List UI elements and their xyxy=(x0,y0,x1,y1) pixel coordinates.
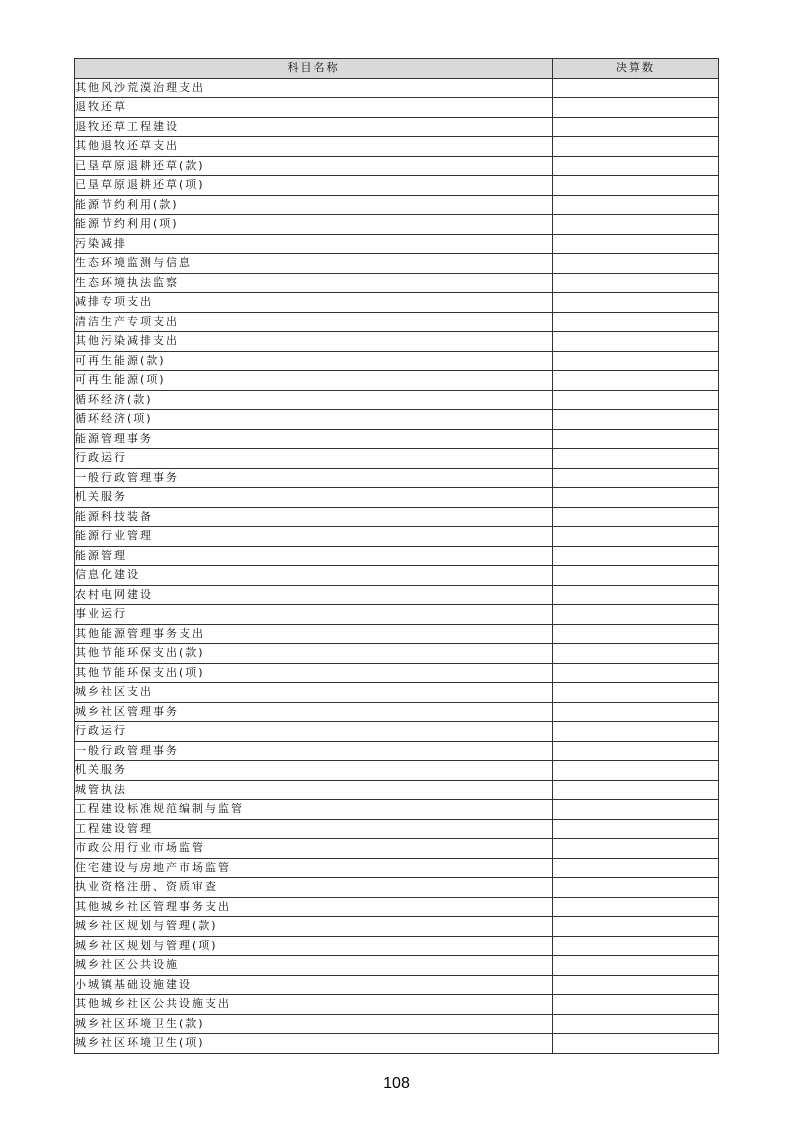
subject-name-cell: 能源管理事务 xyxy=(75,429,553,449)
subject-name-cell: 生态环境监测与信息 xyxy=(75,254,553,274)
subject-name-cell: 其他城乡社区管理事务支出 xyxy=(75,897,553,917)
subject-name-cell: 其他退牧还草支出 xyxy=(75,137,553,157)
table-row xyxy=(75,936,719,956)
subject-name-cell: 机关服务 xyxy=(75,488,553,508)
final-amount-cell xyxy=(553,527,719,547)
final-amount-cell xyxy=(553,761,719,781)
table-row xyxy=(75,683,719,703)
subject-name-cell: 污染减排 xyxy=(75,234,553,254)
final-amount-cell xyxy=(553,917,719,937)
table-row xyxy=(75,780,719,800)
final-amount-cell xyxy=(553,800,719,820)
subject-name-cell: 城乡社区规划与管理(款) xyxy=(75,917,553,937)
subject-name-cell: 可再生能源(款) xyxy=(75,351,553,371)
subject-name-cell: 其他风沙荒漠治理支出 xyxy=(75,78,553,98)
final-amount-cell xyxy=(553,488,719,508)
subject-name-cell: 一般行政管理事务 xyxy=(75,741,553,761)
budget-table-container xyxy=(74,58,718,1054)
subject-name-cell: 能源节约利用(款) xyxy=(75,195,553,215)
table-row xyxy=(75,390,719,410)
final-amount-cell xyxy=(553,702,719,722)
subject-name-cell: 能源节约利用(项) xyxy=(75,215,553,235)
table-row xyxy=(75,585,719,605)
subject-name-cell: 其他节能环保支出(项) xyxy=(75,663,553,683)
table-row xyxy=(75,449,719,469)
table-row xyxy=(75,819,719,839)
table-row xyxy=(75,995,719,1015)
table-row xyxy=(75,156,719,176)
final-amount-cell xyxy=(553,507,719,527)
final-amount-cell xyxy=(553,624,719,644)
subject-name-cell: 城乡社区规划与管理(项) xyxy=(75,936,553,956)
subject-name-cell: 机关服务 xyxy=(75,761,553,781)
table-row xyxy=(75,254,719,274)
table-row xyxy=(75,351,719,371)
subject-name-cell: 市政公用行业市场监管 xyxy=(75,839,553,859)
final-amount-cell xyxy=(553,741,719,761)
subject-name-cell: 其他能源管理事务支出 xyxy=(75,624,553,644)
final-amount-cell xyxy=(553,332,719,352)
table-row xyxy=(75,78,719,98)
subject-name-cell: 清洁生产专项支出 xyxy=(75,312,553,332)
page-number: 108 xyxy=(383,1075,410,1092)
final-amount-cell xyxy=(553,351,719,371)
final-amount-cell xyxy=(553,429,719,449)
table-body xyxy=(75,78,719,1053)
subject-name-cell: 循环经济(款) xyxy=(75,390,553,410)
table-row xyxy=(75,741,719,761)
subject-name-cell: 城管执法 xyxy=(75,780,553,800)
table-row xyxy=(75,839,719,859)
subject-name-cell: 工程建设管理 xyxy=(75,819,553,839)
final-amount-cell xyxy=(553,195,719,215)
table-row xyxy=(75,195,719,215)
table-row xyxy=(75,527,719,547)
final-amount-cell xyxy=(553,780,719,800)
table-row xyxy=(75,293,719,313)
table-row xyxy=(75,429,719,449)
final-amount-cell xyxy=(553,98,719,118)
subject-name-cell: 已垦草原退耕还草(款) xyxy=(75,156,553,176)
column-header-final-amount: 决算数 xyxy=(553,59,719,79)
table-row xyxy=(75,644,719,664)
table-row xyxy=(75,897,719,917)
final-amount-cell xyxy=(553,644,719,664)
table-row xyxy=(75,663,719,683)
final-amount-cell xyxy=(553,1034,719,1054)
table-row xyxy=(75,137,719,157)
subject-name-cell: 已垦草原退耕还草(项) xyxy=(75,176,553,196)
subject-name-cell: 小城镇基础设施建设 xyxy=(75,975,553,995)
final-amount-cell xyxy=(553,78,719,98)
table-row xyxy=(75,917,719,937)
table-row xyxy=(75,273,719,293)
subject-name-cell: 信息化建设 xyxy=(75,566,553,586)
column-header-subject-name: 科目名称 xyxy=(75,59,553,79)
final-amount-cell xyxy=(553,273,719,293)
final-amount-cell xyxy=(553,137,719,157)
table-row xyxy=(75,176,719,196)
table-row xyxy=(75,98,719,118)
final-amount-cell xyxy=(553,234,719,254)
final-amount-cell xyxy=(553,722,719,742)
table-row xyxy=(75,234,719,254)
table-row xyxy=(75,722,719,742)
subject-name-cell: 退牧还草 xyxy=(75,98,553,118)
subject-name-cell: 退牧还草工程建设 xyxy=(75,117,553,137)
final-amount-cell xyxy=(553,995,719,1015)
table-row xyxy=(75,215,719,235)
final-amount-cell xyxy=(553,215,719,235)
final-amount-cell xyxy=(553,546,719,566)
budget-table xyxy=(74,58,719,1054)
table-row xyxy=(75,1034,719,1054)
final-amount-cell xyxy=(553,1014,719,1034)
table-row xyxy=(75,468,719,488)
table-row xyxy=(75,956,719,976)
subject-name-cell: 能源科技装备 xyxy=(75,507,553,527)
subject-name-cell: 一般行政管理事务 xyxy=(75,468,553,488)
subject-name-cell: 城乡社区公共设施 xyxy=(75,956,553,976)
final-amount-cell xyxy=(553,449,719,469)
subject-name-cell: 执业资格注册、资质审查 xyxy=(75,878,553,898)
table-row xyxy=(75,800,719,820)
table-row xyxy=(75,410,719,430)
subject-name-cell: 行政运行 xyxy=(75,722,553,742)
table-row xyxy=(75,624,719,644)
table-row xyxy=(75,332,719,352)
final-amount-cell xyxy=(553,878,719,898)
final-amount-cell xyxy=(553,156,719,176)
final-amount-cell xyxy=(553,605,719,625)
final-amount-cell xyxy=(553,117,719,137)
final-amount-cell xyxy=(553,254,719,274)
subject-name-cell: 城乡社区管理事务 xyxy=(75,702,553,722)
subject-name-cell: 循环经济(项) xyxy=(75,410,553,430)
table-row xyxy=(75,1014,719,1034)
final-amount-cell xyxy=(553,176,719,196)
subject-name-cell: 生态环境执法监察 xyxy=(75,273,553,293)
subject-name-cell: 减排专项支出 xyxy=(75,293,553,313)
final-amount-cell xyxy=(553,683,719,703)
final-amount-cell xyxy=(553,468,719,488)
final-amount-cell xyxy=(553,858,719,878)
final-amount-cell xyxy=(553,566,719,586)
table-row xyxy=(75,371,719,391)
table-row xyxy=(75,858,719,878)
subject-name-cell: 其他污染减排支出 xyxy=(75,332,553,352)
subject-name-cell: 能源行业管理 xyxy=(75,527,553,547)
table-row xyxy=(75,975,719,995)
subject-name-cell: 能源管理 xyxy=(75,546,553,566)
subject-name-cell: 工程建设标准规范编制与监管 xyxy=(75,800,553,820)
table-row xyxy=(75,507,719,527)
final-amount-cell xyxy=(553,371,719,391)
table-row xyxy=(75,566,719,586)
table-row xyxy=(75,605,719,625)
final-amount-cell xyxy=(553,585,719,605)
final-amount-cell xyxy=(553,390,719,410)
subject-name-cell: 事业运行 xyxy=(75,605,553,625)
final-amount-cell xyxy=(553,897,719,917)
final-amount-cell xyxy=(553,819,719,839)
subject-name-cell: 城乡社区环境卫生(款) xyxy=(75,1014,553,1034)
table-row xyxy=(75,702,719,722)
subject-name-cell: 城乡社区支出 xyxy=(75,683,553,703)
final-amount-cell xyxy=(553,293,719,313)
final-amount-cell xyxy=(553,975,719,995)
subject-name-cell: 其他城乡社区公共设施支出 xyxy=(75,995,553,1015)
final-amount-cell xyxy=(553,663,719,683)
table-row xyxy=(75,878,719,898)
table-row xyxy=(75,761,719,781)
final-amount-cell xyxy=(553,312,719,332)
subject-name-cell: 农村电网建设 xyxy=(75,585,553,605)
table-row xyxy=(75,488,719,508)
table-row xyxy=(75,117,719,137)
table-row xyxy=(75,312,719,332)
subject-name-cell: 行政运行 xyxy=(75,449,553,469)
final-amount-cell xyxy=(553,839,719,859)
final-amount-cell xyxy=(553,410,719,430)
subject-name-cell: 可再生能源(项) xyxy=(75,371,553,391)
table-row xyxy=(75,546,719,566)
table-header-row xyxy=(75,59,719,79)
final-amount-cell xyxy=(553,936,719,956)
subject-name-cell: 城乡社区环境卫生(项) xyxy=(75,1034,553,1054)
subject-name-cell: 住宅建设与房地产市场监管 xyxy=(75,858,553,878)
subject-name-cell: 其他节能环保支出(款) xyxy=(75,644,553,664)
final-amount-cell xyxy=(553,956,719,976)
